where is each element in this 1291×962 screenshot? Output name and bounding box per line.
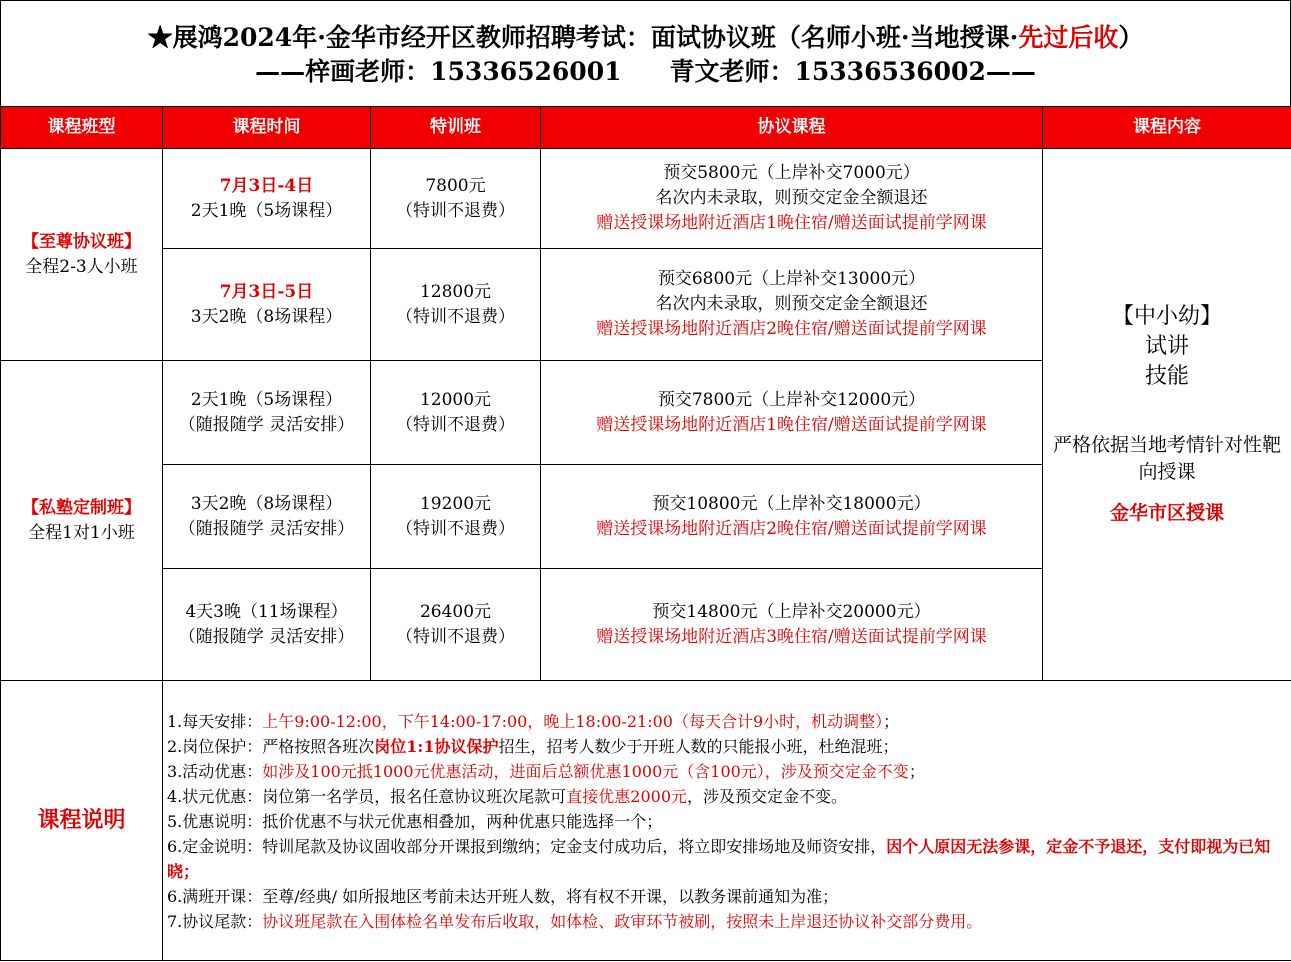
deposit-text: 预交6800元（上岸补交13000元） bbox=[657, 269, 926, 289]
time-cell bbox=[163, 249, 371, 361]
header-title-highlight: 先过后收 bbox=[1018, 23, 1119, 52]
training-price-note: （特训不退费） bbox=[396, 518, 515, 539]
time-cell bbox=[163, 569, 371, 681]
course-flex-note: （随报随学 灵活安排） bbox=[178, 414, 355, 435]
notes-title: 课程说明 bbox=[1, 681, 163, 961]
course-content-cell bbox=[1043, 149, 1291, 681]
course-duration: 3天2晚（8场课程） bbox=[190, 306, 343, 327]
content-levels: 【中小幼】 bbox=[1111, 304, 1222, 329]
page-header bbox=[0, 0, 1291, 107]
class-type-name: 【私塾定制班】 bbox=[22, 497, 141, 518]
agreement-cell bbox=[541, 569, 1043, 681]
class-type-name: 【至尊协议班】 bbox=[22, 231, 141, 252]
training-price: 12000元 bbox=[419, 389, 492, 410]
note-4: 4.状元优惠：岗位第一名学员，报名任意协议班次尾款可直接优惠2000元，涉及预交定金不变。 bbox=[167, 787, 848, 806]
agreement-cell bbox=[541, 249, 1043, 361]
time-cell bbox=[163, 465, 371, 569]
deposit-text: 预交10800元（上岸补交18000元） bbox=[652, 493, 931, 514]
course-table bbox=[0, 106, 1291, 961]
course-flex-note: （随报随学 灵活安排） bbox=[178, 518, 355, 539]
note-8: 7.协议尾款：协议班尾款在入围体检名单发布后收取，如体检、政审环节被刷，按照未上岸退还协议补交部分费用。 bbox=[167, 912, 983, 931]
note-6: 6.定金说明：特训尾款及协议固收部分开课报到缴纳；定金支付成功后，将立即安排场地及师资安排，因个人原因无法参课，定金不予退还，支付即视为已知晓； bbox=[167, 837, 1271, 881]
time-cell bbox=[163, 361, 371, 465]
price-cell bbox=[371, 149, 541, 249]
training-price-note: （特训不退费） bbox=[396, 626, 515, 647]
class-type-private bbox=[1, 361, 163, 681]
table-row bbox=[1, 149, 1291, 249]
content-item-skill: 技能 bbox=[1144, 364, 1189, 389]
notes-row bbox=[1, 681, 1291, 961]
content-location: 金华市区授课 bbox=[1109, 502, 1224, 524]
time-cell bbox=[163, 149, 371, 249]
content-desc: 严格依据当地考情针对性靶向授课 bbox=[1052, 434, 1281, 483]
col-header-content: 课程内容 bbox=[1043, 107, 1291, 149]
content-item-trial: 试讲 bbox=[1144, 334, 1189, 359]
gift-text: 赠送授课场地附近酒店2晚住宿/赠送面试提前学网课 bbox=[596, 518, 987, 539]
header-title-main: ★展鸿2024年·金华市经开区教师招聘考试：面试协议班（名师小班·当地授课· bbox=[147, 23, 1019, 52]
course-duration: 4天3晚（11场课程） bbox=[185, 601, 348, 622]
training-price-note: （特训不退费） bbox=[396, 200, 515, 221]
col-header-time: 课程时间 bbox=[163, 107, 371, 149]
course-date: 7月3日-5日 bbox=[219, 281, 314, 302]
contact-teacher-2: 青文老师：15336536002—— bbox=[669, 57, 1036, 86]
header-title bbox=[1, 21, 1290, 55]
header-title-end: ） bbox=[1118, 23, 1144, 52]
note-2: 2.岗位保护：严格按照各班次岗位1:1协议保护招生，招考人数少于开班人数的只能报小班，杜绝混班； bbox=[167, 737, 899, 756]
course-duration: 3天2晚（8场课程） bbox=[190, 493, 343, 514]
training-price-note: （特训不退费） bbox=[396, 306, 515, 327]
col-header-agreement: 协议课程 bbox=[541, 107, 1043, 149]
training-price-note: （特训不退费） bbox=[396, 414, 515, 435]
class-type-desc: 全程1对1小班 bbox=[28, 522, 135, 543]
price-cell bbox=[371, 569, 541, 681]
col-header-class-type: 课程班型 bbox=[1, 107, 163, 149]
agreement-cell bbox=[541, 465, 1043, 569]
deposit-text: 预交5800元（上岸补交7000元） bbox=[663, 163, 920, 183]
course-duration: 2天1晚（5场课程） bbox=[190, 389, 343, 410]
gift-text: 赠送授课场地附近酒店3晚住宿/赠送面试提前学网课 bbox=[596, 626, 987, 647]
note-5: 5.优惠说明：抵价优惠不与状元优惠相叠加，两种优惠只能选择一个； bbox=[167, 812, 663, 831]
price-cell bbox=[371, 361, 541, 465]
agreement-cell bbox=[541, 149, 1043, 249]
training-price: 26400元 bbox=[419, 601, 492, 622]
col-header-training: 特训班 bbox=[371, 107, 541, 149]
agreement-cell bbox=[541, 361, 1043, 465]
note-3: 3.活动优惠：如涉及100元抵1000元优惠活动，进面后总额优惠1000元（含100元），涉及预交定金不变； bbox=[167, 762, 925, 781]
course-date: 7月3日-4日 bbox=[219, 175, 314, 196]
training-price: 12800元 bbox=[419, 281, 492, 302]
table-header-row bbox=[1, 107, 1291, 149]
refund-text: 名次内未录取，则预交定金全额退还 bbox=[655, 188, 928, 208]
note-1: 1.每天安排：上午9:00-12:00，下午14:00-17:00，晚上18:00-21:00（每天合计9小时，机动调整）； bbox=[167, 712, 900, 731]
training-price: 19200元 bbox=[419, 493, 492, 514]
gift-text: 赠送授课场地附近酒店1晚住宿/赠送面试提前学网课 bbox=[596, 414, 987, 435]
price-cell bbox=[371, 249, 541, 361]
contact-teacher-1: ——梓画老师：15336526001 bbox=[255, 57, 622, 86]
class-type-desc: 全程2-3人小班 bbox=[25, 256, 138, 277]
deposit-text: 预交14800元（上岸补交20000元） bbox=[652, 601, 931, 622]
header-contacts bbox=[1, 55, 1290, 89]
deposit-text: 预交7800元（上岸补交12000元） bbox=[657, 389, 926, 410]
note-7: 6.满班开课：至尊/经典/ 如所报地区考前未达开班人数，将有权不开课，以教务课前通知为准； bbox=[167, 887, 839, 906]
notes-cell bbox=[163, 681, 1291, 961]
price-cell bbox=[371, 465, 541, 569]
training-price: 7800元 bbox=[425, 175, 486, 196]
course-flex-note: （随报随学 灵活安排） bbox=[178, 626, 355, 647]
course-duration: 2天1晚（5场课程） bbox=[190, 200, 343, 221]
class-type-supreme bbox=[1, 149, 163, 361]
gift-text: 赠送授课场地附近酒店2晚住宿/赠送面试提前学网课 bbox=[596, 319, 987, 339]
refund-text: 名次内未录取，则预交定金全额退还 bbox=[655, 294, 928, 314]
gift-text: 赠送授课场地附近酒店1晚住宿/赠送面试提前学网课 bbox=[596, 213, 987, 233]
